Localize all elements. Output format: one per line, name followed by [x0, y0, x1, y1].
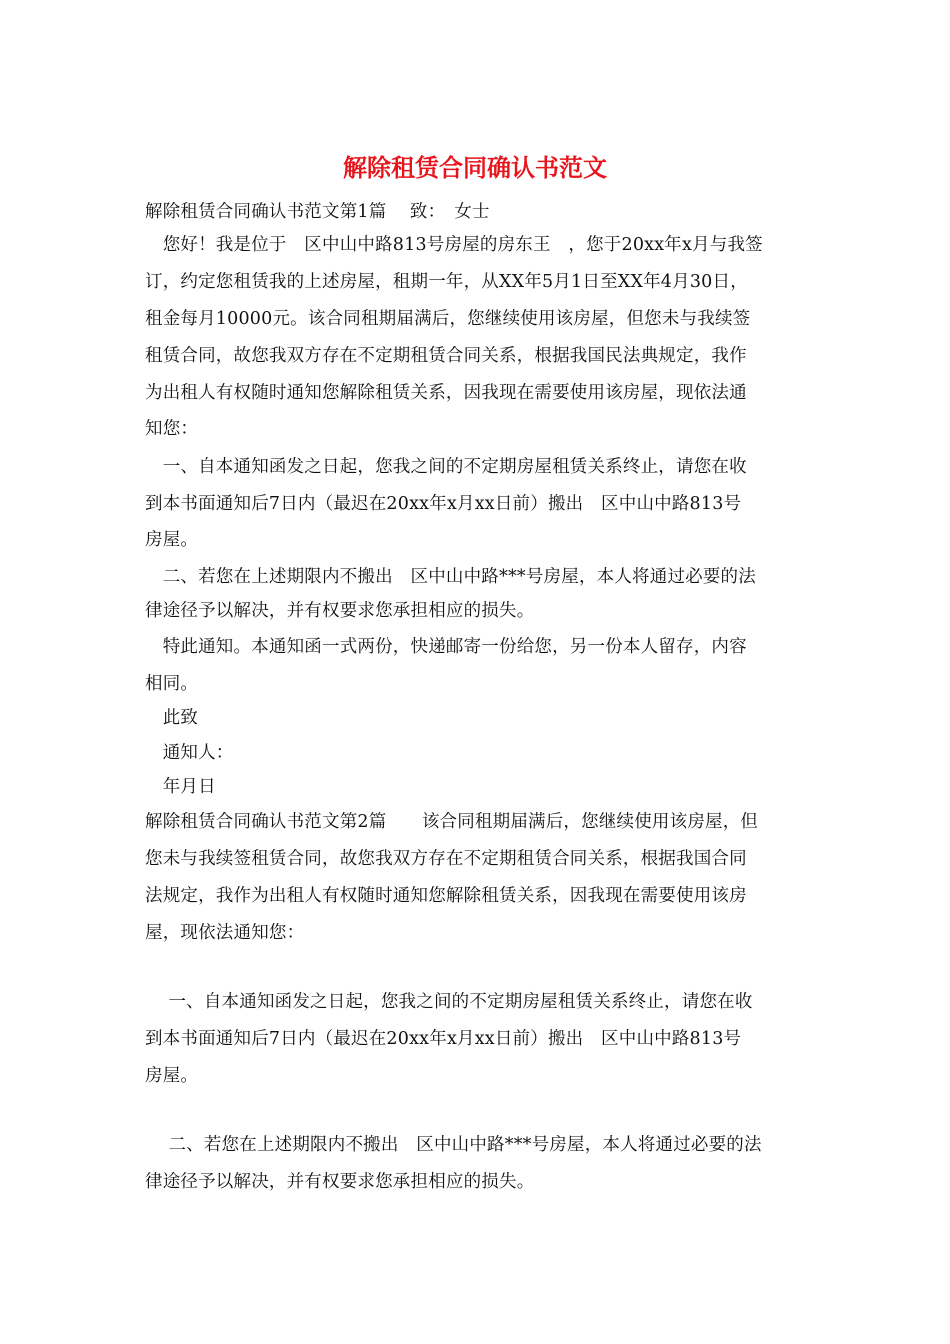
body-line: 一、自本通知函发之日起，您我之间的不定期房屋租赁关系终止，请您在收	[145, 992, 753, 1012]
body-line: 房屋。	[145, 530, 199, 550]
body-line: 为出租人有权随时通知您解除租赁关系，因我现在需要使用该房屋，现依法通	[145, 383, 747, 403]
body-line: 年月日	[145, 777, 216, 797]
document-title: 解除租赁合同确认书范文	[343, 153, 607, 182]
body-line: 特此通知。本通知函一式两份，快递邮寄一份给您，另一份本人留存，内容	[145, 637, 747, 657]
body-line: 二、若您在上述期限内不搬出 区中山中路***号房屋，本人将通过必要的法	[145, 567, 756, 587]
body-line: 通知人：	[145, 743, 234, 763]
body-line: 订，约定您租赁我的上述房屋，租期一年，从XX年5月1日至XX年4月30日，	[145, 272, 748, 292]
body-line: 律途径予以解决，并有权要求您承担相应的损失。	[145, 1172, 535, 1192]
body-line: 租金每月10000元。该合同租期届满后，您继续使用该房屋，但您未与我续签	[145, 309, 751, 329]
body-line: 解除租赁合同确认书范文第2篇 该合同租期届满后，您继续使用该房屋，但	[145, 812, 759, 832]
body-line: 房屋。	[145, 1066, 199, 1086]
body-line: 解除租赁合同确认书范文第1篇 致： 女士	[145, 202, 490, 222]
body-line: 此致	[145, 708, 199, 728]
body-line: 您未与我续签租赁合同，故您我双方存在不定期租赁合同关系，根据我国合同	[145, 849, 747, 869]
body-line: 知您：	[145, 419, 199, 439]
body-line: 到本书面通知后7日内（最迟在20xx年x月xx日前）搬出 区中山中路813号	[145, 494, 742, 514]
body-line: 到本书面通知后7日内（最迟在20xx年x月xx日前）搬出 区中山中路813号	[145, 1029, 742, 1049]
body-line: 屋，现依法通知您：	[145, 923, 305, 943]
body-line: 二、若您在上述期限内不搬出 区中山中路***号房屋，本人将通过必要的法	[145, 1135, 762, 1155]
body-line: 一、自本通知函发之日起，您我之间的不定期房屋租赁关系终止，请您在收	[145, 457, 747, 477]
body-line: 法规定，我作为出租人有权随时通知您解除租赁关系，因我现在需要使用该房	[145, 886, 747, 906]
body-line: 您好！我是位于 区中山中路813号房屋的房东王 ，您于20xx年x月与我签	[145, 235, 763, 255]
body-line: 相同。	[145, 674, 199, 694]
body-line: 租赁合同，故您我双方存在不定期租赁合同关系，根据我国民法典规定，我作	[145, 346, 747, 366]
body-line: 律途径予以解决，并有权要求您承担相应的损失。	[145, 601, 535, 621]
